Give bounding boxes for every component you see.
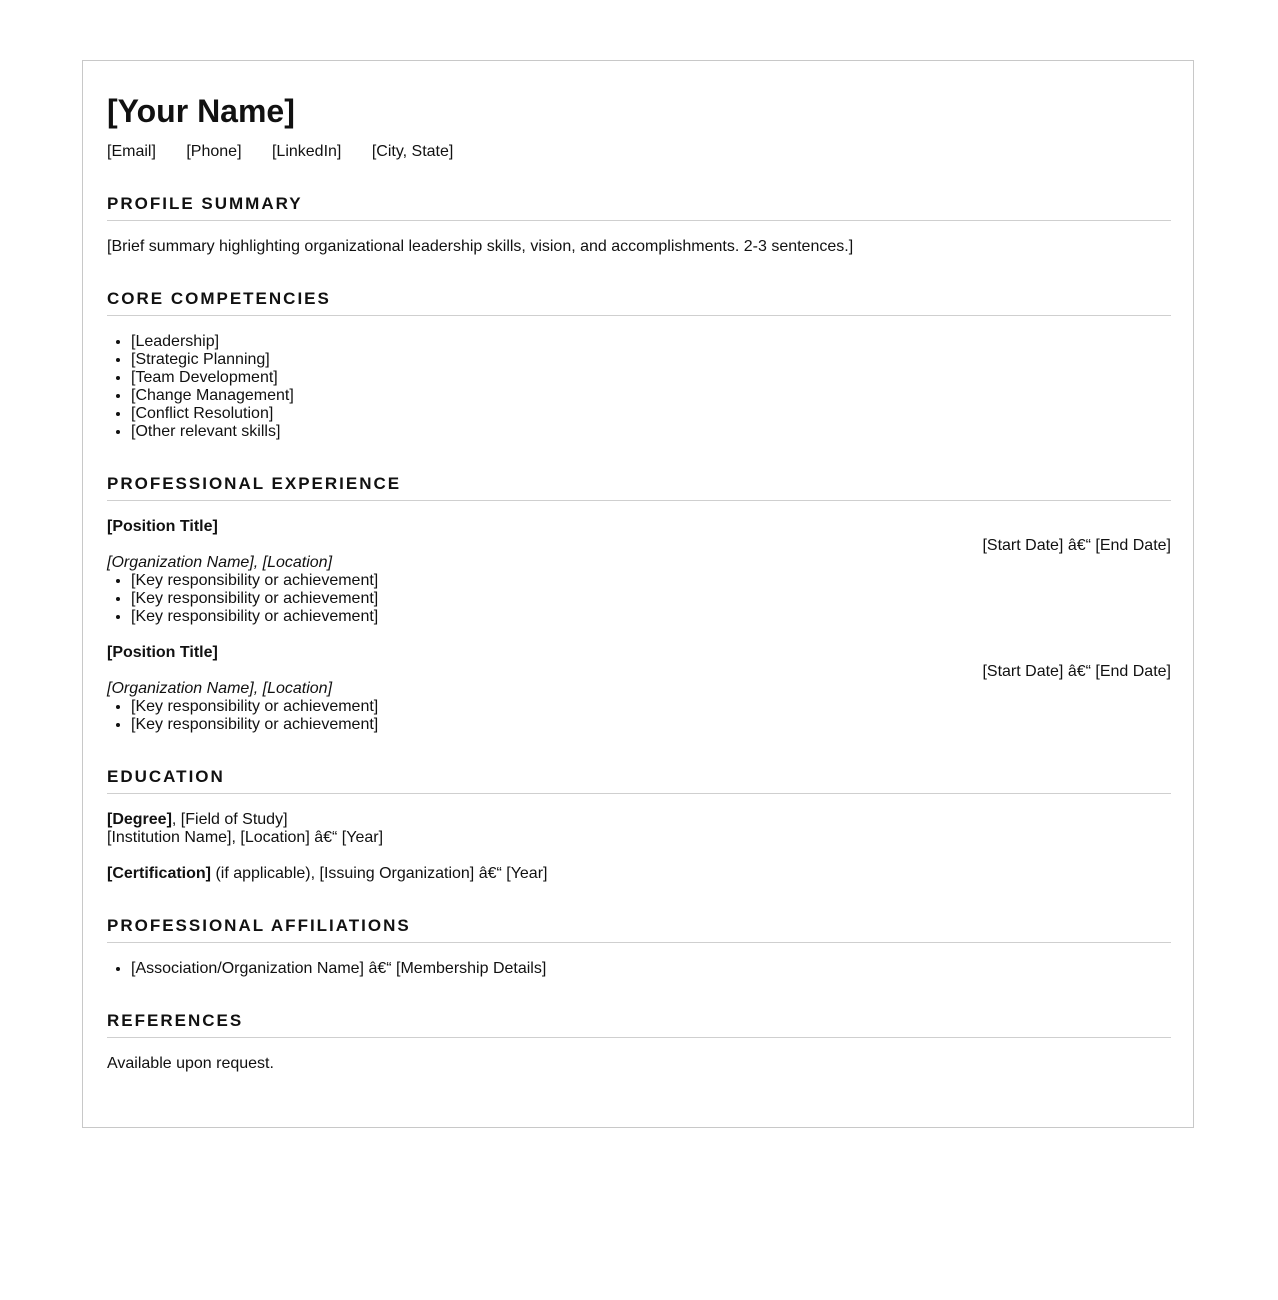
list-item: • [Key responsibility or achievement]	[131, 608, 378, 626]
education-certification-line	[107, 865, 547, 883]
contact-line	[107, 143, 479, 161]
list-item: • [Key responsibility or achievement]	[131, 698, 378, 716]
list-item: • [Key responsibility or achievement]	[131, 716, 378, 734]
list-item: • [Change Management]	[131, 387, 294, 405]
affiliations-list	[107, 960, 546, 978]
education-certification: [Certification]	[107, 865, 211, 882]
job-organization: [Organization Name], [Location]	[107, 554, 333, 571]
education-degree-line	[107, 811, 288, 829]
section-title-profile-summary: PROFILE SUMMARY	[107, 194, 1171, 221]
section-title-core-competencies: CORE COMPETENCIES	[107, 289, 1171, 316]
job-dates: [Start Date] â€“ [End Date]	[982, 663, 1171, 680]
section-title-education: EDUCATION	[107, 767, 1171, 794]
list-item: • [Strategic Planning]	[131, 351, 294, 369]
contact-email: [Email]	[107, 143, 156, 160]
job-responsibilities-list	[107, 698, 378, 734]
job-organization: [Organization Name], [Location]	[107, 680, 333, 697]
job-position-title: [Position Title]	[107, 644, 218, 661]
section-title-professional-affiliations: PROFESSIONAL AFFILIATIONS	[107, 916, 1171, 943]
education-degree: [Degree]	[107, 811, 172, 828]
contact-location: [City, State]	[371, 143, 454, 160]
resume-page	[82, 60, 1194, 1128]
section-title-references: REFERENCES	[107, 1011, 1171, 1038]
list-item: • [Team Development]	[131, 369, 294, 387]
list-item: • [Association/Organization Name] â€“ [Membership Details]	[131, 960, 546, 978]
profile-summary-text: [Brief summary highlighting organizational leadership skills, vision, and accomplishments. 2-3 sentences.]	[107, 238, 854, 255]
job-dates: [Start Date] â€“ [End Date]	[982, 537, 1171, 554]
list-item: • [Key responsibility or achievement]	[131, 572, 378, 590]
education-certification-details: (if applicable), [Issuing Organization] â€“ [Year]	[211, 865, 548, 882]
job-position-title: [Position Title]	[107, 518, 218, 535]
competencies-list	[107, 333, 294, 441]
contact-phone: [Phone]	[186, 143, 242, 160]
job-responsibilities-list	[107, 572, 378, 626]
list-item: • [Conflict Resolution]	[131, 405, 294, 423]
resume-name: [Your Name]	[107, 93, 295, 129]
section-title-professional-experience: PROFESSIONAL EXPERIENCE	[107, 474, 1171, 501]
contact-linkedin: [LinkedIn]	[271, 143, 342, 160]
list-item: • [Key responsibility or achievement]	[131, 590, 378, 608]
education-field: , [Field of Study]	[171, 811, 288, 828]
list-item: • [Leadership]	[131, 333, 294, 351]
list-item: • [Other relevant skills]	[131, 423, 294, 441]
education-institution: [Institution Name], [Location] â€“ [Year]	[107, 829, 384, 846]
references-text: Available upon request.	[107, 1055, 274, 1072]
